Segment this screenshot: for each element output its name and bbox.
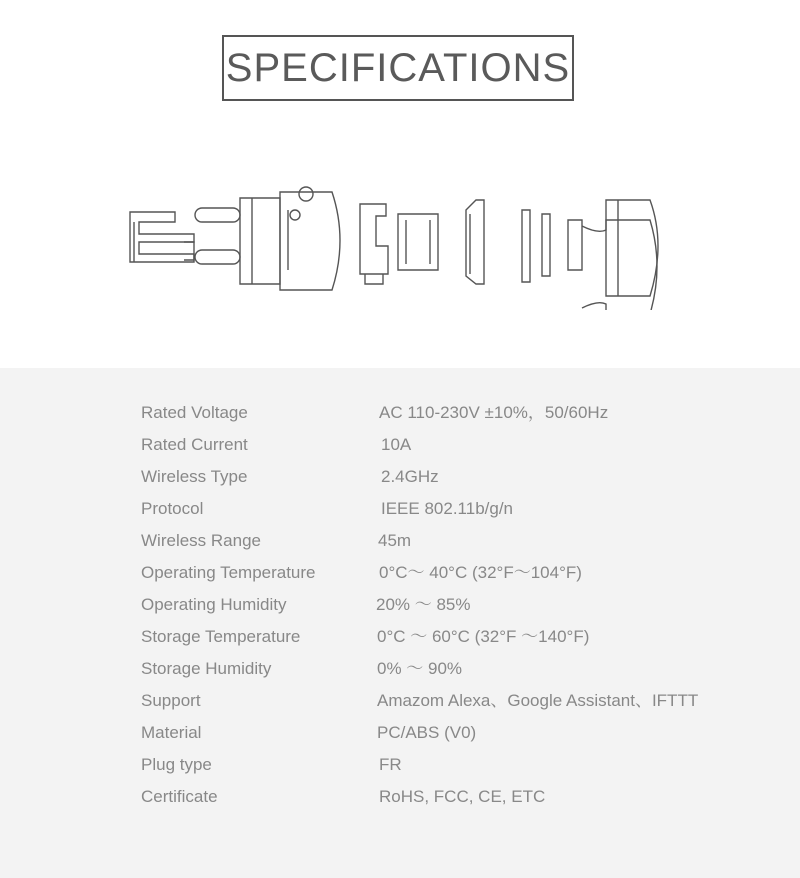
spec-value: RoHS, FCC, CE, ETC <box>379 787 546 806</box>
exploded-plug-diagram-icon <box>0 170 800 310</box>
spec-row-rated-current <box>0 429 800 461</box>
spec-label: Certificate <box>141 787 218 806</box>
spec-label: Operating Temperature <box>141 563 316 582</box>
plug-pins-part <box>195 208 240 264</box>
spec-row-certificate <box>0 781 800 813</box>
spec-label: Operating Humidity <box>141 595 287 614</box>
ground-clip-part <box>130 212 194 262</box>
socket-face-part <box>568 200 658 310</box>
spec-value: 0°C ～ 60°C (32°F ～140°F) <box>377 627 590 646</box>
spec-value: 10A <box>381 435 412 454</box>
spec-row-wireless-type <box>0 461 800 493</box>
spec-label: Storage Humidity <box>141 659 272 678</box>
spec-label: Rated Current <box>141 435 248 454</box>
spec-label: Support <box>141 691 201 710</box>
page-title: SPECIFICATIONS <box>222 35 574 101</box>
spec-value: 2.4GHz <box>381 467 439 486</box>
spec-label: Storage Temperature <box>141 627 301 646</box>
spec-row-storage-humidity <box>0 653 800 685</box>
spec-label: Protocol <box>141 499 204 518</box>
spec-row-operating-temperature <box>0 557 800 589</box>
plug-body-part <box>240 187 340 290</box>
spec-label: Plug type <box>141 755 212 774</box>
spec-label: Material <box>141 723 202 742</box>
specs-section <box>0 368 800 878</box>
spec-row-operating-humidity <box>0 589 800 621</box>
spec-row-support <box>0 685 800 717</box>
spec-value: Amazom Alexa、Google Assistant、IFTTT <box>377 691 699 710</box>
header-section <box>0 0 800 368</box>
spec-row-plug-type <box>0 749 800 781</box>
spec-row-wireless-range <box>0 525 800 557</box>
spec-row-material <box>0 717 800 749</box>
spec-row-storage-temperature <box>0 621 800 653</box>
spec-row-rated-voltage <box>0 397 800 429</box>
spec-label: Rated Voltage <box>141 403 248 422</box>
spec-value: 0°C～ 40°C (32°F～104°F) <box>379 563 582 582</box>
spec-row-protocol <box>0 493 800 525</box>
spec-value: IEEE 802.11b/g/n <box>381 499 514 518</box>
small-board-part <box>522 210 550 282</box>
pcb-plate-part <box>466 200 484 284</box>
spec-label: Wireless Range <box>141 531 261 550</box>
spec-value: 20% ～ 85% <box>376 595 471 614</box>
spec-value: 45m <box>378 531 412 550</box>
spec-value: FR <box>379 755 402 774</box>
spec-value: PC/ABS (V0) <box>377 723 477 742</box>
inner-frame-part <box>360 204 438 284</box>
spec-label: Wireless Type <box>141 467 248 486</box>
spec-value: AC 110-230V ±10%，50/60Hz <box>379 403 609 422</box>
spec-value: 0% ～ 90% <box>377 659 463 678</box>
